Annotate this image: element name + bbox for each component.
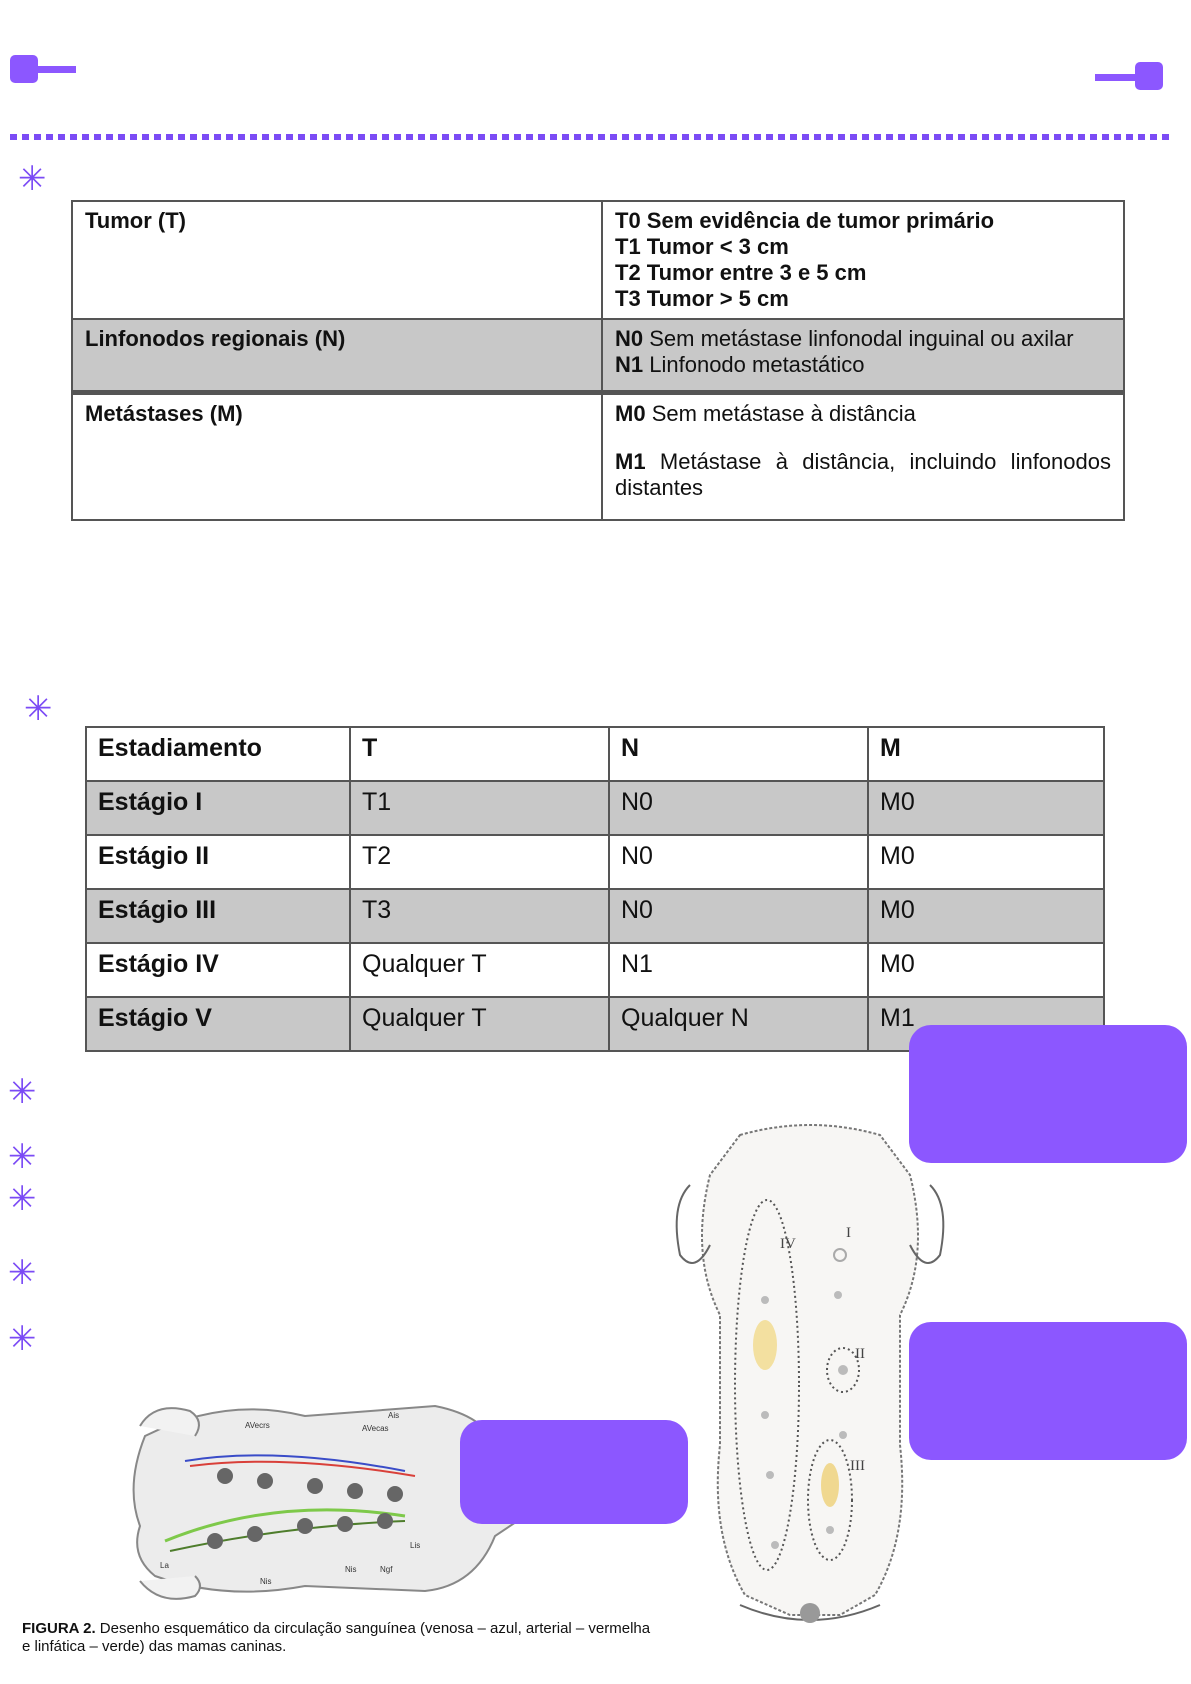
label-nis: Nis bbox=[260, 1577, 272, 1586]
chain-label-i: I bbox=[846, 1225, 851, 1241]
star-icon: ✳ bbox=[8, 1253, 37, 1293]
label-ais: Ais bbox=[388, 1411, 400, 1420]
m1-code: M1 bbox=[615, 449, 646, 474]
star-icon: ✳ bbox=[8, 1319, 37, 1359]
corner-bar-left bbox=[38, 66, 76, 73]
dotted-divider bbox=[10, 134, 1170, 140]
n0-code: N0 bbox=[615, 326, 644, 351]
n-cell: N1 bbox=[609, 943, 868, 997]
n-cell: N0 bbox=[609, 889, 868, 943]
stage-cell: Estágio V bbox=[86, 997, 350, 1051]
m1-line bbox=[615, 449, 1111, 501]
m-cell: M1 bbox=[868, 997, 1104, 1051]
m-cell: M0 bbox=[868, 889, 1104, 943]
staging-table bbox=[85, 726, 1105, 1052]
t3-line: T3 Tumor > 5 cm bbox=[615, 286, 789, 311]
purple-overlay-top bbox=[909, 1025, 1187, 1163]
header-cell: M bbox=[868, 727, 1104, 781]
chain-label-iii: III bbox=[850, 1458, 865, 1474]
m-cell: M0 bbox=[868, 781, 1104, 835]
table-row bbox=[72, 393, 1124, 521]
table-row bbox=[86, 943, 1104, 997]
label-lis: Lis bbox=[410, 1541, 421, 1550]
star-icon: ✳ bbox=[8, 1179, 37, 1219]
header-cell: N bbox=[609, 727, 868, 781]
purple-overlay-middle bbox=[909, 1322, 1187, 1460]
metastases-values bbox=[602, 393, 1124, 521]
corner-square-right bbox=[1135, 62, 1163, 90]
corner-bar-right bbox=[1095, 74, 1137, 81]
star-icon: ✳ bbox=[24, 689, 53, 729]
t2-line: T2 Tumor entre 3 e 5 cm bbox=[615, 260, 867, 285]
label-la: La bbox=[160, 1561, 169, 1570]
star-icon: ✳ bbox=[8, 1137, 37, 1177]
t-cell: T3 bbox=[350, 889, 609, 943]
metastases-label: Metástases (M) bbox=[72, 393, 602, 521]
table-row bbox=[86, 781, 1104, 835]
tnm-table bbox=[71, 200, 1125, 521]
stage-cell: Estágio I bbox=[86, 781, 350, 835]
label-avecas: AVecas bbox=[362, 1424, 389, 1433]
table-header-row bbox=[86, 727, 1104, 781]
m0-line bbox=[615, 401, 1111, 427]
tumor-values bbox=[602, 201, 1124, 319]
chain-label-ii: II bbox=[855, 1346, 865, 1362]
m1-text: Metástase à distância, incluindo linfonodos distantes bbox=[615, 449, 1111, 500]
tumor-label: Tumor (T) bbox=[72, 201, 602, 319]
linfonodos-label: Linfonodos regionais (N) bbox=[72, 319, 602, 393]
purple-overlay-left bbox=[460, 1420, 688, 1524]
caption-text: Desenho esquemático da circulação sanguínea (venosa – azul, arterial – vermelha e linfática – verde) das mamas caninas. bbox=[22, 1620, 651, 1655]
n-cell: N0 bbox=[609, 835, 868, 889]
n1-text: Linfonodo metastático bbox=[649, 352, 865, 377]
label-ngf: Ngf bbox=[380, 1565, 393, 1574]
figure-caption bbox=[22, 1620, 662, 1656]
star-icon: ✳ bbox=[8, 1072, 37, 1112]
n1-code: N1 bbox=[615, 352, 644, 377]
header-cell: Estadiamento bbox=[86, 727, 350, 781]
t-cell: T2 bbox=[350, 835, 609, 889]
n1-line bbox=[615, 352, 1111, 378]
table-row bbox=[86, 889, 1104, 943]
n0-text: Sem metástase linfonodal inguinal ou axilar bbox=[649, 326, 1074, 351]
label-nis-2: Nis bbox=[345, 1565, 357, 1574]
m-cell: M0 bbox=[868, 943, 1104, 997]
label-avecrs: AVecrs bbox=[245, 1421, 270, 1430]
header-cell: T bbox=[350, 727, 609, 781]
t1-line: T1 Tumor < 3 cm bbox=[615, 234, 789, 259]
t-cell: Qualquer T bbox=[350, 997, 609, 1051]
m0-text: Sem metástase à distância bbox=[651, 401, 916, 426]
stage-cell: Estágio II bbox=[86, 835, 350, 889]
caption-label: FIGURA 2. bbox=[22, 1620, 96, 1637]
stage-cell: Estágio IV bbox=[86, 943, 350, 997]
n0-line bbox=[615, 326, 1111, 352]
stage-cell: Estágio III bbox=[86, 889, 350, 943]
table-row bbox=[72, 319, 1124, 393]
n-cell: Qualquer N bbox=[609, 997, 868, 1051]
t0-line: T0 Sem evidência de tumor primário bbox=[615, 208, 995, 233]
table-row bbox=[86, 835, 1104, 889]
star-icon: ✳ bbox=[18, 159, 47, 199]
t-cell: T1 bbox=[350, 781, 609, 835]
t-cell: Qualquer T bbox=[350, 943, 609, 997]
m0-code: M0 bbox=[615, 401, 646, 426]
table-row bbox=[72, 201, 1124, 319]
corner-square-left bbox=[10, 55, 38, 83]
chain-label-iv: IV bbox=[780, 1236, 796, 1252]
n-cell: N0 bbox=[609, 781, 868, 835]
linfonodos-values bbox=[602, 319, 1124, 393]
m-cell: M0 bbox=[868, 835, 1104, 889]
